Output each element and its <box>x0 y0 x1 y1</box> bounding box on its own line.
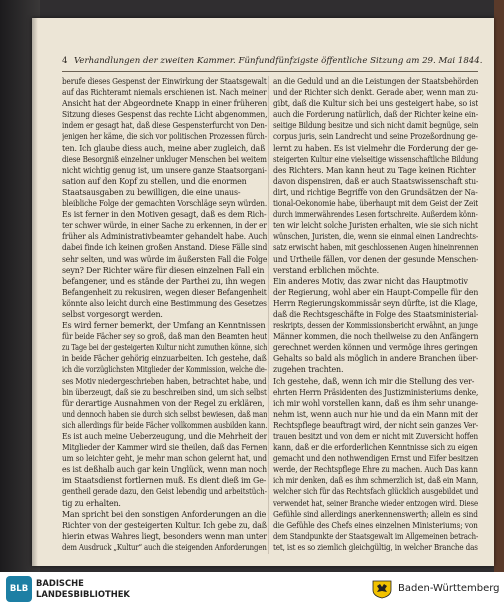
text-line: Es wird ferner bemerkt, der Umfang an Kenntnissen <box>62 321 266 331</box>
text-line: der Regierung, wohl aber ein Haupt-Compelle für den <box>273 287 478 297</box>
text-line: gemacht und den nothwendigen Ernst und Eifer besitzen <box>273 454 478 464</box>
text-line: trauen besitzt und von dem er nicht mit Zuversicht hoffen <box>273 432 478 441</box>
text-line: Ich gestehe, daß, wenn ich mir die Stellung des ver- <box>273 376 475 386</box>
running-header <box>62 56 483 70</box>
text-line: werde, der Rechtspflege Ehre zu machen. Auch Das kann <box>273 465 478 475</box>
text-line: gerechnet werden können und vermöge ihres geringen <box>273 343 478 353</box>
text-line: hierin etwas Wahres liegt, besonders wenn man unter <box>62 531 267 541</box>
text-line: welcher sich für das Rechtsfach glücklich ausgebildet und <box>273 487 478 497</box>
text-line: die Gefühle des Chefs eines einzelnen Ministeriums; von <box>273 520 478 530</box>
text-line: jenigen her käme, die sich vor politischen Prozessen fürch- <box>62 132 267 142</box>
text-line: ses Motiv niedergeschrieben haben, betrachtet habe, und <box>62 376 267 386</box>
text-line: durch immerwährendes Lesen fortschreite. Außerdem könn- <box>273 210 478 220</box>
text-line: Es ist ferner in den Motiven gesagt, daß es dem Rich- <box>62 210 267 220</box>
text-line: sich allerdings für beide Fächer vollkommen ausbilden kann. <box>62 420 267 430</box>
text-line: diese Besorgniß einzelner unkluger Menschen bei weitem <box>62 154 267 164</box>
text-line: bin überzeugt, daß sie zu beschreiben sind, um sich selbst <box>62 387 267 397</box>
text-line: ich mir wohl vorstellen kann, daß es ihm sehr unange- <box>273 398 478 408</box>
text-line: gibt, daß die Kultur sich bei uns gesteigert habe, so ist <box>273 99 478 109</box>
text-line: steigerten Kultur eine vielseitige wissenschaftliche Bildung <box>273 154 478 164</box>
text-line: zu Tage bei der gesteigerten Kultur nicht zumuthen könne, sich <box>62 343 267 353</box>
text-line: und dennoch haben sie durch sich selbst bewiesen, daß man <box>62 409 267 419</box>
text-line: früher als Administrativbeamter gehandelt habe. Auch <box>62 232 267 242</box>
left-text-column <box>62 76 267 554</box>
text-line: an die Geduld und an die Leistungen der Staatsbehörden <box>273 77 478 86</box>
text-line: lernt zu haben. Es ist vielmehr die Forderung der ge- <box>273 143 478 153</box>
text-line: berufe dieses Gespenst der Einwirkung der Staatsgewalt <box>62 77 267 86</box>
text-line: auch die Forderung natürlich, daß der Richter keine ein- <box>273 110 478 120</box>
text-line: auf das Richteramt niemals erschienen ist. Nach meiner <box>62 88 267 98</box>
text-line: dem Standpunkte der Staatsgewalt im Allgemeinen betrach- <box>273 531 478 541</box>
text-line: Man spricht bei den sonstigen Anforderungen an die <box>62 509 267 519</box>
text-line: könnte also leicht durch eine Bestimmung des Gesetzes <box>62 298 267 308</box>
text-line: sehr selten, und was würde im äußersten Fall die Folge <box>62 254 267 264</box>
text-line: selbst vorgesorgt werden. <box>62 309 163 319</box>
text-line: tional-Oekonomie habe, überhaupt mit dem Geist der Zeit <box>273 199 478 209</box>
text-line: tig zu erhalten. <box>62 498 121 508</box>
header-rule <box>62 71 478 72</box>
text-line: und der Richter sich denkt. Gerade aber, wenn man zu- <box>273 88 478 98</box>
text-line: in beide Fächer gehörig einzuarbeiten. Ich gestehe, daß <box>62 354 267 364</box>
book-edge <box>494 0 504 572</box>
library-name-line1: BADISCHE <box>36 578 84 588</box>
text-line: Richter von der gesteigerten Kultur. Ich gebe zu, daß <box>62 520 267 530</box>
column-divider <box>268 76 269 554</box>
text-line: Herrn Regierungskommissär seyn dürfte, ist die Klage, <box>273 298 478 308</box>
text-line: Es ist auch meine Ueberzeugung, und die Mehrheit der <box>62 432 267 441</box>
header-title: Verhandlungen der zweiten Kammer. Fünfundfünfzigste öffentliche Sitzung am 29. Mai 1844. <box>74 56 483 66</box>
text-line: nehm ist, wenn auch nur hie und da ein Mann mit der <box>273 409 478 419</box>
text-line: ten wir leicht solche Juristen erhalten, wie sie sich nicht <box>273 221 478 231</box>
text-line: seitige Bildung besitze und sich nicht damit begnüge, sein <box>273 121 478 131</box>
text-line: reskripts, dessen der Kommissionsbericht erwähnt, an junge <box>273 321 478 331</box>
page-gutter-shadow <box>32 18 38 566</box>
text-line: Gehalts so bald als möglich in andere Branchen über- <box>273 354 478 364</box>
text-line: verwendet hat, seiner Branche wieder entzogen wird. Diese <box>273 498 478 508</box>
page-number: 4 <box>62 56 68 66</box>
text-line: es ist deßhalb auch gar kein Unglück, wenn man noch <box>62 465 267 475</box>
text-line: und Urtheile fällen, vor denen der gesunde Menschen- <box>273 254 478 264</box>
text-line: für beide Fächer sey so groß, daß man den Beamten heut <box>62 332 267 342</box>
text-line: zugehen trachten. <box>273 365 344 375</box>
text-line: satz erwischt haben, mit geschlossenen Augen hineinrennen <box>273 243 478 253</box>
blb-logo[interactable]: BLB <box>6 576 32 602</box>
text-line: Befangenheit zu rekusiren, wegen dieser Befangenheit <box>62 287 267 297</box>
text-line: Gefühle sind allerdings anerkennenswerth; allein es sind <box>273 509 478 519</box>
text-line: ten. Ich glaube diess auch, meine aber zugleich, daß <box>62 143 266 153</box>
text-line: sation auf den Kopf zu stellen, und die enormen <box>62 176 247 186</box>
text-line: ehrten Herrn Präsidenten des Justizministeriums denke, <box>273 387 478 397</box>
text-line: verstand erblichen möchte. <box>273 265 379 275</box>
text-line: bleibliche Folge der gemachten Vorschläge seyn würden. <box>62 199 267 209</box>
library-name[interactable] <box>36 578 130 600</box>
text-line: indem er gesagt hat, daß diese Gespensterfurcht von Den- <box>62 121 267 131</box>
text-line: tet, ist es so ziemlich gleichgültig, in welcher Branche das <box>273 542 478 552</box>
text-line: gentheil gerade dazu, den Geist lebendig und arbeitstüch- <box>62 487 267 497</box>
state-name[interactable]: Baden-Württemberg <box>398 583 500 594</box>
text-line: dem Ausdruck „Kultur“ auch die steigenden Anforderungen <box>62 542 267 552</box>
text-line: seyn? Der Richter wäre für diesen einzelnen Fall ein <box>62 265 265 275</box>
text-line: befangener, und es stände der Parthei zu, ihn wegen <box>62 276 266 286</box>
text-line: ich die vorzüglichsten Mitglieder der Kommission, welche die- <box>62 365 267 375</box>
text-line: daß die Rechtsgeschäfte in Folge des Staatsministerial- <box>273 309 478 319</box>
text-line: Sitzung dieses Gespenst das rechte Licht abgenommen, <box>62 110 267 120</box>
text-line: für derartige Ausnahmen von der Regel zu erklären, <box>62 398 265 408</box>
library-name-line2: LANDESBIBLIOTHEK <box>36 589 130 599</box>
text-line: davon dispensiren, daß er auch Staatswissenschaft stu- <box>273 176 478 186</box>
baden-wuerttemberg-crest-icon <box>371 579 393 599</box>
text-line: Mitglieder der Kammer wird sie theilen, daß das Fernen <box>62 443 267 453</box>
text-line: Staatsausgaben zu bewilligen, die eine unaus- <box>62 187 241 197</box>
text-line: ter schwer würde, in einer Sache zu erkennen, in der er <box>62 221 267 231</box>
text-line: dirt, und richtige Begriffe von den Grundsätzen der Na- <box>273 187 478 197</box>
text-line: Rechtspflege beauftragt wird, der nicht sein ganzes Ver- <box>273 420 478 430</box>
text-line: um so leichter geht, je mehr man schon gelernt hat, und <box>62 454 267 464</box>
text-line: des Richters. Man kann heut zu Tage keinen Richter <box>273 165 476 175</box>
footer-bar <box>0 572 504 608</box>
text-line: Männer kommen, die noch theilweise zu den Anfängern <box>273 332 478 342</box>
text-line: corpus juris, sein Landrecht und seine Prozeßordnung ge- <box>273 132 478 142</box>
text-line: im Staatsdienst fortlernen muß. Es dient dieß im Ge- <box>62 476 267 486</box>
text-line: Ein anderes Motiv, das zwar nicht das Hauptmotiv <box>273 276 468 286</box>
text-line: kann, daß er die erforderlichen Kenntnisse sich zu eigen <box>273 443 478 453</box>
text-line: ich mir denken, daß es ihm schmerzlich ist, daß ein Mann, <box>273 476 478 486</box>
right-text-column <box>273 76 478 554</box>
text-line: dabei finde ich keinen großen Anstand. Diese Fälle sind <box>62 243 267 253</box>
text-line: nicht wichtig genug ist, um unsere ganze Staatsorgani- <box>62 165 267 175</box>
text-line: Ansicht hat der Abgeordnete Knapp in einer früheren <box>62 99 267 109</box>
text-line: wünschen, Juristen, die, wenn sie einmal einen Landrechts- <box>273 232 478 242</box>
